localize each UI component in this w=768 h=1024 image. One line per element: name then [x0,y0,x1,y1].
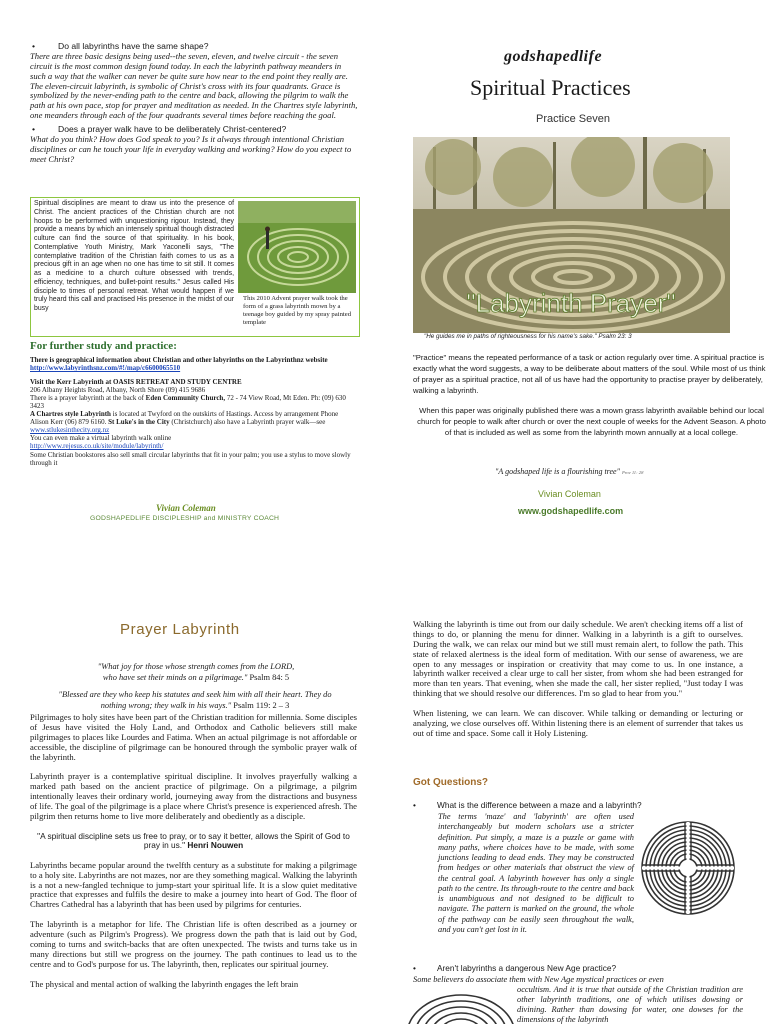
got-questions-heading: Got Questions? [413,777,488,788]
contemplative-paragraph: Labyrinth prayer is a contemplative spiritual discipline. It involves prayerfully walking a marked path based on the ancient practice of pilgrimage. On a pilgrimage, a pilgrim intentionally leaves their ordinary world, journeying away from the distractions and busyness of life. The goal of the pilgrimage is a place where Christ's presence is experienced afresh. The pilgrim then returns home to live more deliberately and obediently as a disciple. [30,771,357,821]
psalm-caption: "He guides me in paths of righteousness for his name's sake." Psalm 23: 3 [424,333,632,340]
listening-paragraph: When listening, we can learn. We can discover. While talking or demanding or lecturing or analyzing, we close ourselves off. Within listening there is an element of surrender that takes us out of time and space. Some call it Holy Listening. [413,708,743,738]
chartres-labyrinth-diagram [640,820,736,916]
faq-answer-christ-centered: What do you think? How does God speak to you? Is it always through intentional Christian disciplines or can he touch your life in everyday walking and working? How do you expect to meet Christ? [30,133,352,164]
metaphor-paragraph: The labyrinth is a metaphor for life. The Christian life is often described as a journey or adventure (such as Pilgrim's Progress). We progress down the path that is laid out by God, coming to turns and switch-backs that are often unexpected. The twists and turns take us in many directions but still we progress on the journey. The path continues to lead us to the centre and to God's purpose for us. The labyrinth, then, replicates our spiritual journey. [30,919,357,969]
time-out-paragraph: Walking the labyrinth is time out from our daily schedule. We aren't checking items off a list of things to do, or planning the menu for dinner. Walking in a labyrinth is a gift to ourselves. During the walk, we can relax our mind but we still must remain alert, to follow the path. This state of relaxed alertness is the ideal form of meditation. With our sense of awareness, we are open to any messages or inspiration or creativity that may come to us. In one instance, a labyrinth walker received a clear urge to call her sister, from whom she had been estranged for more than ten years. That evening, when she made the call, her sister replied, "Just today I was thinking that we should resolve our differences. I'm so glad to hear from you." [413,619,743,699]
vivian-signature: Vivian Coleman [156,503,216,513]
st-lukes-link[interactable]: www.stlukesinthecity.org.nz [30,426,110,435]
brain-paragraph: The physical and mental action of walking the labyrinth engages the left brain [30,978,299,989]
further-study-heading: For further study and practice: [30,340,177,352]
nouwen-quote: "A spiritual discipline sets us free to pray, or to say it better, allows the Spirit of God to pray in us." Henri Nouwen [37,830,350,851]
prayer-labyrinth-body [30,713,357,999]
answer-maze-vs-labyrinth: The terms 'maze' and 'labyrinth' are often used interchangeably but modern scholars use a stricter definition. Put simply, a maze is a puzzle or game with many paths, where choices have to be made, with some junctions leading to dead ends. They may be constructed from hedges or other materials that obstruct the view of the central goal. A labyrinth however has only a single path to the centre. Its through-route to the centre and back is unambiguous and not designed to be difficult to navigate. The pattern is marked on the ground, the whole of the pathway can be easily seen throughout the walk, and you can't get lost in it. [438,812,634,934]
psalm-119-quote: "Blessed are they who keep his statutes and seek him with all their heart. They do nothing wrong; they walk in his ways." Psalm 119: 2 – 3 [58,690,332,710]
brand-name: godshapedlife [504,48,603,65]
history-paragraph: Labyrinths became popular around the twelfth century as a substitute for making a pilgrimage to a holy site. Labyrinths are not mazes, nor are they something magical. Walking the labyrinth is a not a new-fangled technique to jump-start your spiritual life. It is a slow quiet meditative practice that expresses and fulfils the desire to make a journey into heart of God. The floor of Chartres Cathedral has a labyrinth that has been used by pilgrims for centuries. [30,859,357,910]
further-study-list [30,356,358,467]
author-name: Vivian Coleman [538,489,601,499]
top-left-faq [30,42,358,169]
labyrinth-walk-body [413,620,743,749]
coach-title: GODSHAPEDLIFE DISCIPLESHIP and MINISTRY COACH [90,515,280,522]
tree-quote-ref: Prov 11: 28 [621,470,644,475]
labyrinthnz-intro: There is geographical information about Christian and other labyrinths on the Labyrinthnz website http://www.labyrinthsnz.com/#!/map/c6600065510 [30,356,328,373]
faq-answer-shapes: There are three basic designs being used--the seven, eleven, and twelve circuit - the seven circuit is the most common design found today. In each the labyrinth pathway meanders in such a way that the walker can never be quite sure how near to the end point they really are. The eleven-circuit labyrinth, is symbolic of Christ's cross with its four quadrants. Grace is symbolized by the never-ending path to the centre and back, allowing the pilgrim to walk the path at his own pace, stop for prayer and meditation as needed. In the Chartres style labyrinth, one meanders through each of the four quadrants several times before reaching the goal. [30,50,358,121]
question-maze-vs-labyrinth: • What is the difference between a maze and a labyrinth? [413,801,642,811]
answer-new-age-line1: Some believers do associate them with New Age mystical practices or even [413,975,664,984]
labyrinth-main-photo [413,137,730,333]
faq-question-shapes: • Do all labyrinths have the same shape? [30,42,358,52]
practice-number: Practice Seven [536,113,610,125]
psalm-84-quote: "What joy for those whose strength comes from the LORD, who have set their minds on a pilgrimage." Psalm 84: 5 [97,662,295,682]
tree-quote: "A godshaped life is a flourishing tree" Prov 11: 28 [495,467,644,476]
finger-labyrinth-text: Some Christian bookstores also sell small circular labyrinths that fit in your palm; you use a stylus to move slowly through it [30,450,351,467]
kerr-labyrinth-title: Visit the Kerr Labyrinth at OASIS RETREAT AND STUDY CENTRE [30,378,242,387]
practice-definition: "Practice" means the repeated performance of a task or action regularly over time. A spiritual practice is exactly what the word suggests, a way to be deliberate about matters of the soul. While most of us think of prayer as a spiritual practice, not all of us have had the opportunity to practise prayer by deliberately, walking a labyrinth. [413,353,766,395]
grass-labyrinth-caption: This 2010 Advent prayer walk took the form of a grass labyrinth mown by a teenage boy guided by my spray painted template [243,295,352,327]
eden-church-entry: There is a prayer labyrinth at the back of Eden Community Church, 72 - 74 View Road, Mt Eden. Ph: (09) 630 3423 [30,394,346,411]
grass-labyrinth-photo [238,201,356,293]
spiritual-disciplines-text: Spiritual disciplines are meant to draw us into the presence of Christ. The ancient practices of the Christian church are not hoops to be performed with unquestioning rigour. Instead, they provide a means by which an intensely spiritual though distracted culture can find the source of that spirituality. In his book, Contemplative Youth Ministry, Mark Yaconelli says, "The contemplative tradition of the Christian faith comes to us as a precious gift in an age when no one has time to sit still. It comes as a medicine to a church culture obsessed with trends, efficiency, techniques, and bullet-point results." Jesus called His disciple to times of personal retreat. What would happen if we truly heard this call and practised His presence in the midst of our busy [34,200,234,313]
kerr-labyrinth-address: 206 Albany Heights Road, Albany, North Shore (09) 415 9686 [30,386,206,395]
question-new-age: • Aren't labyrinths a dangerous New Age practice? [413,964,616,974]
virtual-walk-text: You can even make a virtual labyrinth walk online [30,434,172,443]
faq-question-christ-centered: • Does a prayer walk have to be deliberately Christ-centered? [30,125,358,135]
pilgrimage-paragraph: Pilgrimages to holy sites have been part of the Christian tradition for millennia. Some disciples of Jesus have visited the Holy Land, and Orthodox and Catholic believers still make pilgrimages to places like Lourdes and Fatima. When an actual pilgrimage is not affordable or accessible, the discipline of pilgrimage can be honoured through the symbolic prayer walk of the labyrinth. [30,712,357,762]
website-link[interactable]: www.godshapedlife.com [518,506,624,516]
classical-labyrinth-diagram [405,985,517,1024]
labyrinth-photo-title: "Labyrinth Prayer" [466,288,676,318]
labyrinthnz-link[interactable]: http://www.labyrinthsnz.com/#!/map/c6600065510 [30,364,181,373]
answer-new-age-rest: occultism. And it is true that outside of the Christian tradition are other labyrinth traditions, one of which utilises dowsing or divining. Rather than dowsing for water, one dowses for the dimensions of the labyrinth [517,985,743,1024]
practice-history: When this paper was originally published there was a mown grass labyrinth available behind our local church for people to walk after church or over the next couple of weeks for the Advent Season. A photo of that is included as well as some from the labyrinth mown annually at a local college. [417,406,766,437]
prayer-labyrinth-heading: Prayer Labyrinth [120,621,240,638]
page-title: Spiritual Practices [470,75,631,100]
virtual-walk-link[interactable]: http://www.rejesus.co.uk/site/module/labyrinth/ [30,442,164,451]
chartres-labyrinth-entry: A Chartres style Labyrinth is located at Twyford on the outskirts of Hastings. Access by arrangement Phone Alison Kerr (06) 879 6160. St Luke's in the City (Christchurch) also have a Labyrinth prayer walk—see www.stlukesinthecity.org.nz [30,410,339,435]
